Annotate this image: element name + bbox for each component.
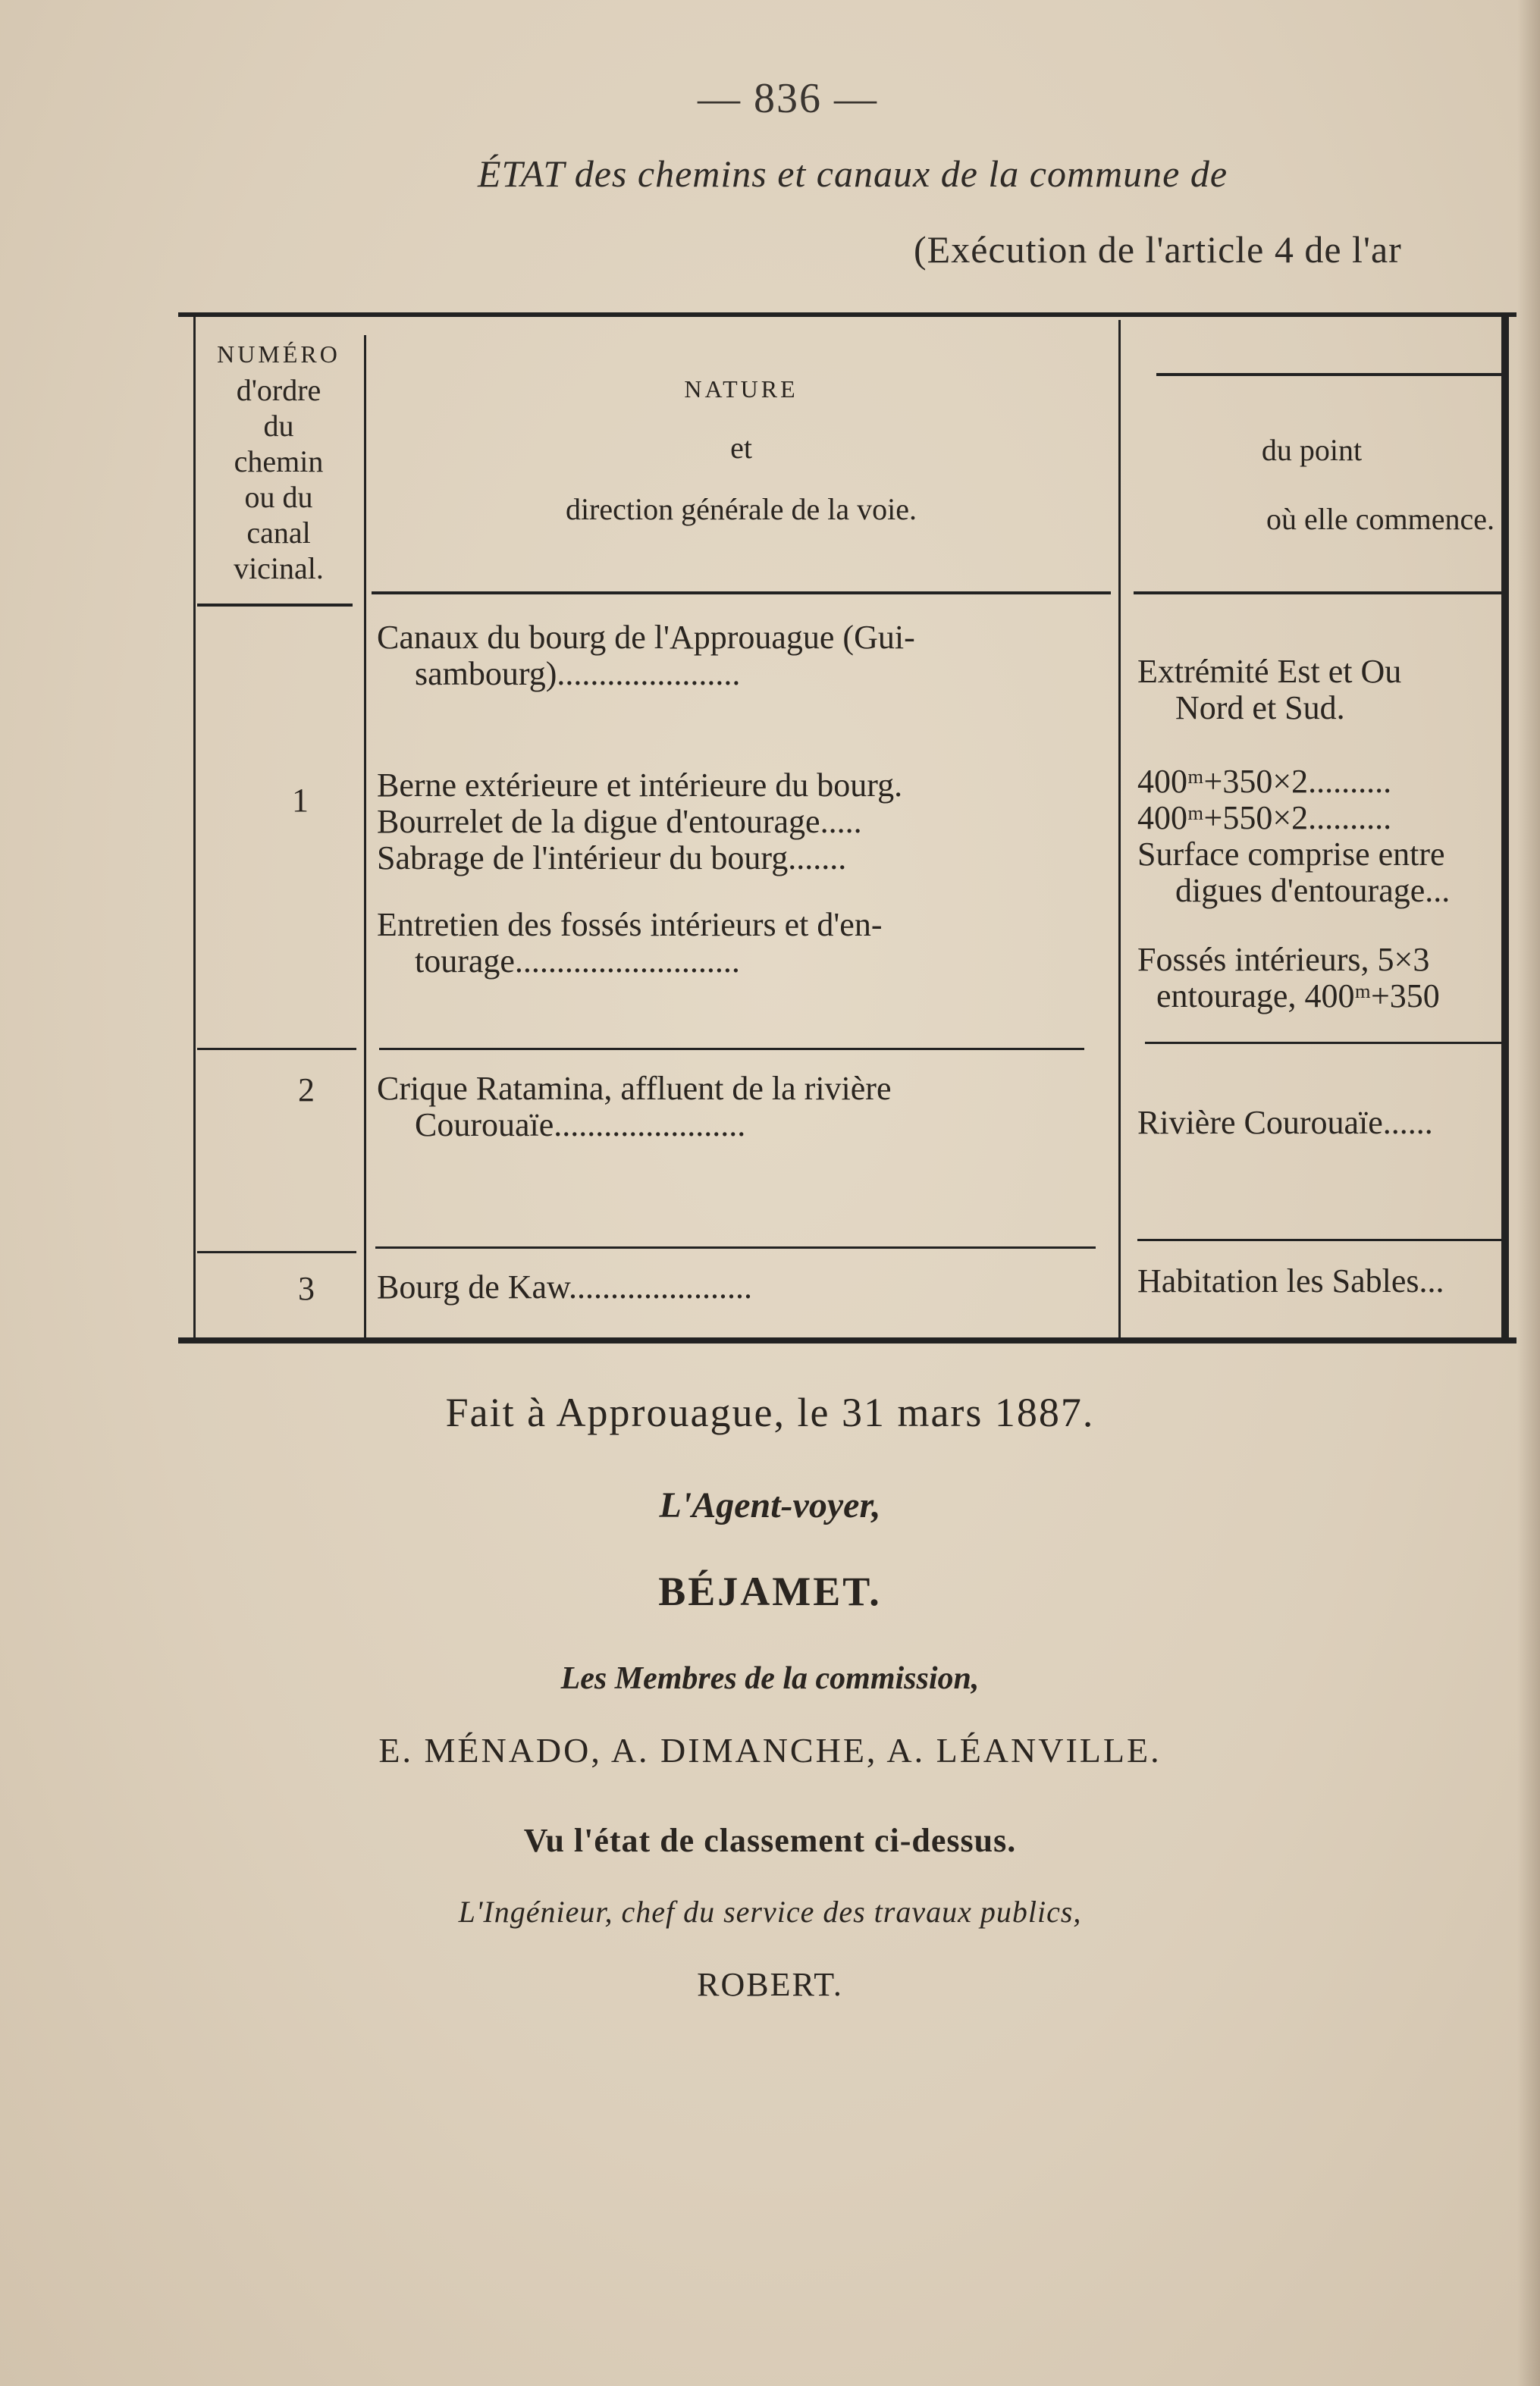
header-nature-line: et	[730, 431, 752, 465]
header-start-point	[1126, 432, 1498, 537]
header-start-line: du point	[1261, 433, 1363, 467]
table-bottom-rule	[178, 1337, 1516, 1343]
header-number-line: vicinal.	[234, 551, 324, 585]
row1-start-line: Extrémité Est et Ou	[1137, 654, 1402, 690]
header-number-line: NUMÉRO	[217, 340, 340, 368]
table-top-rule	[178, 312, 1516, 317]
row2-number: 2	[298, 1071, 315, 1108]
engineer-name: ROBERT.	[697, 1966, 843, 2003]
row1-start-line: digues d'entourage...	[1175, 873, 1451, 909]
row1-nature-line: Entretien des fossés intérieurs et d'en-	[377, 907, 883, 943]
row3-start-line: Habitation les Sables...	[1137, 1263, 1444, 1300]
row1-start-line: Fossés intérieurs, 5×3	[1137, 942, 1430, 978]
row1-start-line: 400ᵐ+550×2..........	[1137, 800, 1392, 836]
row1-nature-line: sambourg)......................	[415, 656, 741, 692]
page-edge-shadow	[1517, 0, 1540, 2386]
row1-rule-col1	[197, 1048, 356, 1050]
col1-separator	[364, 335, 366, 1337]
roads-table	[178, 312, 1516, 1343]
header-rule-col3	[1134, 591, 1501, 594]
table-right-rule	[1501, 317, 1509, 1337]
header-number-line: canal	[246, 516, 311, 550]
page-title: ÉTAT des chemins et canaux de la commune de	[478, 152, 1228, 195]
row1-start-line: entourage, 400ᵐ+350	[1156, 978, 1440, 1014]
page-number: — 836 —	[698, 75, 878, 122]
row3-nature-line: Bourg de Kaw......................	[377, 1269, 752, 1306]
header-top-line-col3	[1156, 373, 1501, 376]
row1-start-line: Surface comprise entre	[1137, 836, 1445, 873]
row2-start-line: Rivière Courouaïe......	[1137, 1105, 1433, 1141]
row1-rule-col2	[379, 1048, 1084, 1050]
header-number-line: du	[263, 409, 294, 443]
header-number-line: d'ordre	[236, 373, 321, 407]
row1-nature-line: tourage...........................	[415, 943, 740, 980]
commission-title: Les Membres de la commission,	[560, 1661, 980, 1696]
agent-name: BÉJAMET.	[658, 1569, 882, 1614]
row2-rule-col1	[197, 1251, 356, 1253]
row1-start-line: Nord et Sud.	[1175, 690, 1345, 726]
header-number	[197, 337, 360, 586]
row1-number: 1	[292, 782, 309, 819]
header-number-line: ou du	[244, 480, 313, 514]
place-date: Fait à Approuague, le 31 mars 1887.	[445, 1390, 1095, 1435]
row2-rule-col3	[1137, 1239, 1501, 1241]
commission-names: E. MÉNADO, A. DIMANCHE, A. LÉANVILLE.	[378, 1731, 1162, 1770]
header-start-line: où elle commence.	[1266, 502, 1495, 536]
seen-statement: Vu l'état de classement ci-dessus.	[523, 1822, 1017, 1859]
agent-title: L'Agent-voyer,	[659, 1485, 881, 1525]
row1-nature-line: Canaux du bourg de l'Approuague (Gui-	[377, 619, 915, 656]
row1-nature-line: Sabrage de l'intérieur du bourg.......	[377, 840, 847, 876]
col2-separator	[1118, 320, 1121, 1337]
row2-rule-col2	[375, 1246, 1096, 1249]
row2-nature-line: Crique Ratamina, affluent de la rivière	[377, 1071, 892, 1107]
row1-nature-line: Berne extérieure et intérieure du bourg.	[377, 767, 903, 804]
table-left-rule	[193, 317, 196, 1337]
page-subtitle: (Exécution de l'article 4 de l'ar	[914, 228, 1402, 271]
header-nature-line: NATURE	[684, 375, 798, 403]
row1-rule-col3	[1145, 1042, 1501, 1044]
engineer-title: L'Ingénieur, chef du service des travaux publics,	[458, 1895, 1082, 1929]
header-number-line: chemin	[234, 444, 324, 478]
header-nature-line: direction générale de la voie.	[565, 492, 917, 526]
row2-nature-line: Courouaïe.......................	[415, 1107, 746, 1143]
row1-nature-line: Bourrelet de la digue d'entourage.....	[377, 804, 862, 840]
header-rule-col2	[372, 591, 1111, 594]
row1-start-line: 400ᵐ+350×2..........	[1137, 763, 1392, 800]
row3-number: 3	[298, 1270, 315, 1307]
header-nature	[372, 372, 1111, 527]
header-rule-col1	[197, 604, 353, 607]
